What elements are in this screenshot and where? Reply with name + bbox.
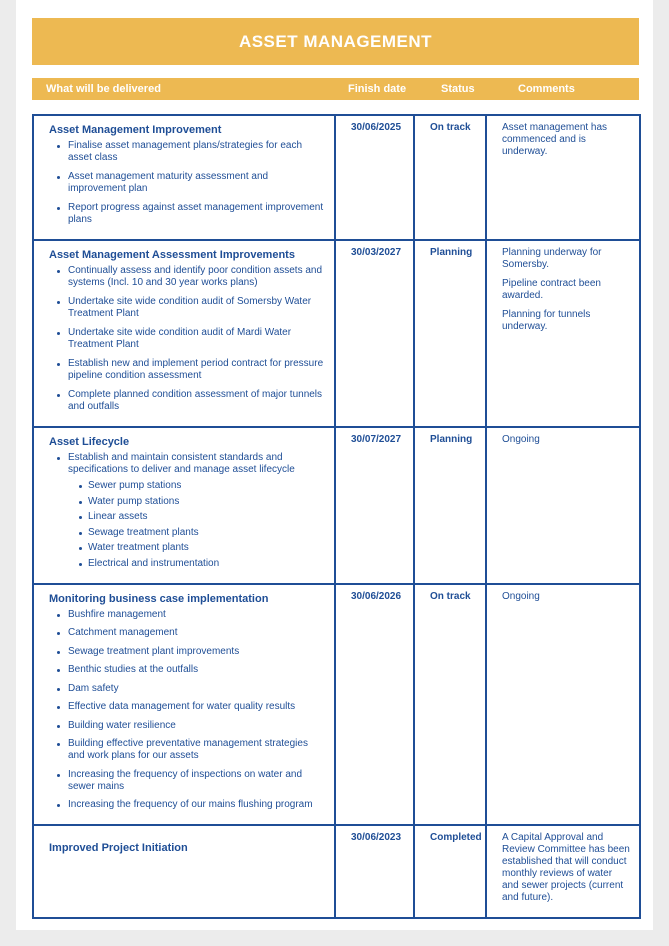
deliverable-cell [33,240,335,427]
deliverable-title: Asset Management Improvement [49,124,222,136]
comment-text: Asset management has commenced and is underway. [502,122,608,157]
status-value: Planning [414,427,486,584]
bullet-item: Continually assess and identify poor condition assets and systems (Incl. 10 and 30 year works plans) [53,265,326,289]
table-row [33,825,640,918]
comments-cell [486,427,640,584]
title-banner [32,18,639,65]
bullet-item: Building water resilience [53,720,326,732]
comment-text: Pipeline contract been awarded. [502,278,601,301]
bullet-item: Increasing the frequency of inspections on water and sewer mains [53,769,326,793]
bullet-item: Asset management maturity assessment and improvement plan [53,171,326,195]
bullet-item: Benthic studies at the outfalls [53,664,326,676]
finish-date: 30/06/2026 [335,584,414,825]
bullet-item [53,452,326,570]
comment-text: Planning for tunnels underway. [502,309,591,332]
finish-date: 30/07/2027 [335,427,414,584]
sub-bullet-item: Water treatment plants [78,542,326,554]
bullet-text: Establish and maintain consistent standards and specifications to deliver and manage asset lifecycle [68,452,295,475]
bullet-item: Effective data management for water quality results [53,701,326,713]
deliverable-cell [33,427,335,584]
header-comments: Comments [518,83,575,95]
deliverable-bullets [49,609,326,812]
bullet-item: Complete planned condition assessment of major tunnels and outfalls [53,389,326,413]
delivery-table [32,114,641,919]
deliverable-title: Improved Project Initiation [49,841,188,854]
comment-text: A Capital Approval and Review Committee has been established that will conduct monthly reviews of water and sewer projects (current and future). [502,831,630,903]
table-row [33,427,640,584]
status-value: Completed [414,825,486,918]
table-row [33,584,640,825]
bullet-item: Increasing the frequency of our mains flushing program [53,799,326,811]
status-value: Planning [414,240,486,427]
comment-text: Ongoing [502,434,540,445]
deliverable-title: Asset Management Assessment Improvements [49,249,295,261]
page-title: ASSET MANAGEMENT [238,31,433,51]
sub-bullet-item: Sewer pump stations [78,480,326,492]
sub-bullets [68,480,326,570]
bullet-item: Finalise asset management plans/strategies for each asset class [53,140,326,164]
deliverable-bullets [49,265,326,413]
table-row [33,115,640,240]
header-what: What will be delivered [46,83,161,95]
deliverable-bullets [49,140,326,226]
table-header [32,78,639,100]
comments-cell [486,825,640,918]
comments-cell [486,240,640,427]
comment-text: Planning underway for Somersby. [502,247,602,270]
sub-bullet-item: Sewage treatment plants [78,527,326,539]
deliverable-title: Monitoring business case implementation [49,592,269,605]
header-finish-date: Finish date [348,83,407,95]
sub-bullet-item: Electrical and instrumentation [78,558,326,570]
status-value: On track [414,115,486,240]
sub-bullet-item: Linear assets [78,511,326,523]
comment-text: Ongoing [502,590,540,602]
sub-bullet-item: Water pump stations [78,496,326,508]
deliverable-bullets [49,452,326,570]
bullet-item: Establish new and implement period contract for pressure pipeline condition assessment [53,358,326,382]
bullet-item: Catchment management [53,627,326,639]
comments-cell [486,584,640,825]
finish-date: 30/06/2025 [335,115,414,240]
deliverable-cell [33,584,335,825]
bullet-item: Dam safety [53,683,326,695]
deliverable-cell [33,115,335,240]
status-value: On track [414,584,486,825]
bullet-item: Report progress against asset management improvement plans [53,202,326,226]
bullet-item: Undertake site wide condition audit of Somersby Water Treatment Plant [53,296,326,320]
bullet-item: Bushfire management [53,609,326,621]
comments-cell [486,115,640,240]
finish-date: 30/06/2023 [335,825,414,918]
bullet-item: Sewage treatment plant improvements [53,646,326,658]
bullet-item: Building effective preventative management strategies and work plans for our assets [53,738,326,762]
header-status: Status [441,83,475,95]
deliverable-title: Asset Lifecycle [49,436,130,448]
deliverable-cell [33,825,335,918]
table-row [33,240,640,427]
finish-date: 30/03/2027 [335,240,414,427]
bullet-item: Undertake site wide condition audit of Mardi Water Treatment Plant [53,327,326,351]
